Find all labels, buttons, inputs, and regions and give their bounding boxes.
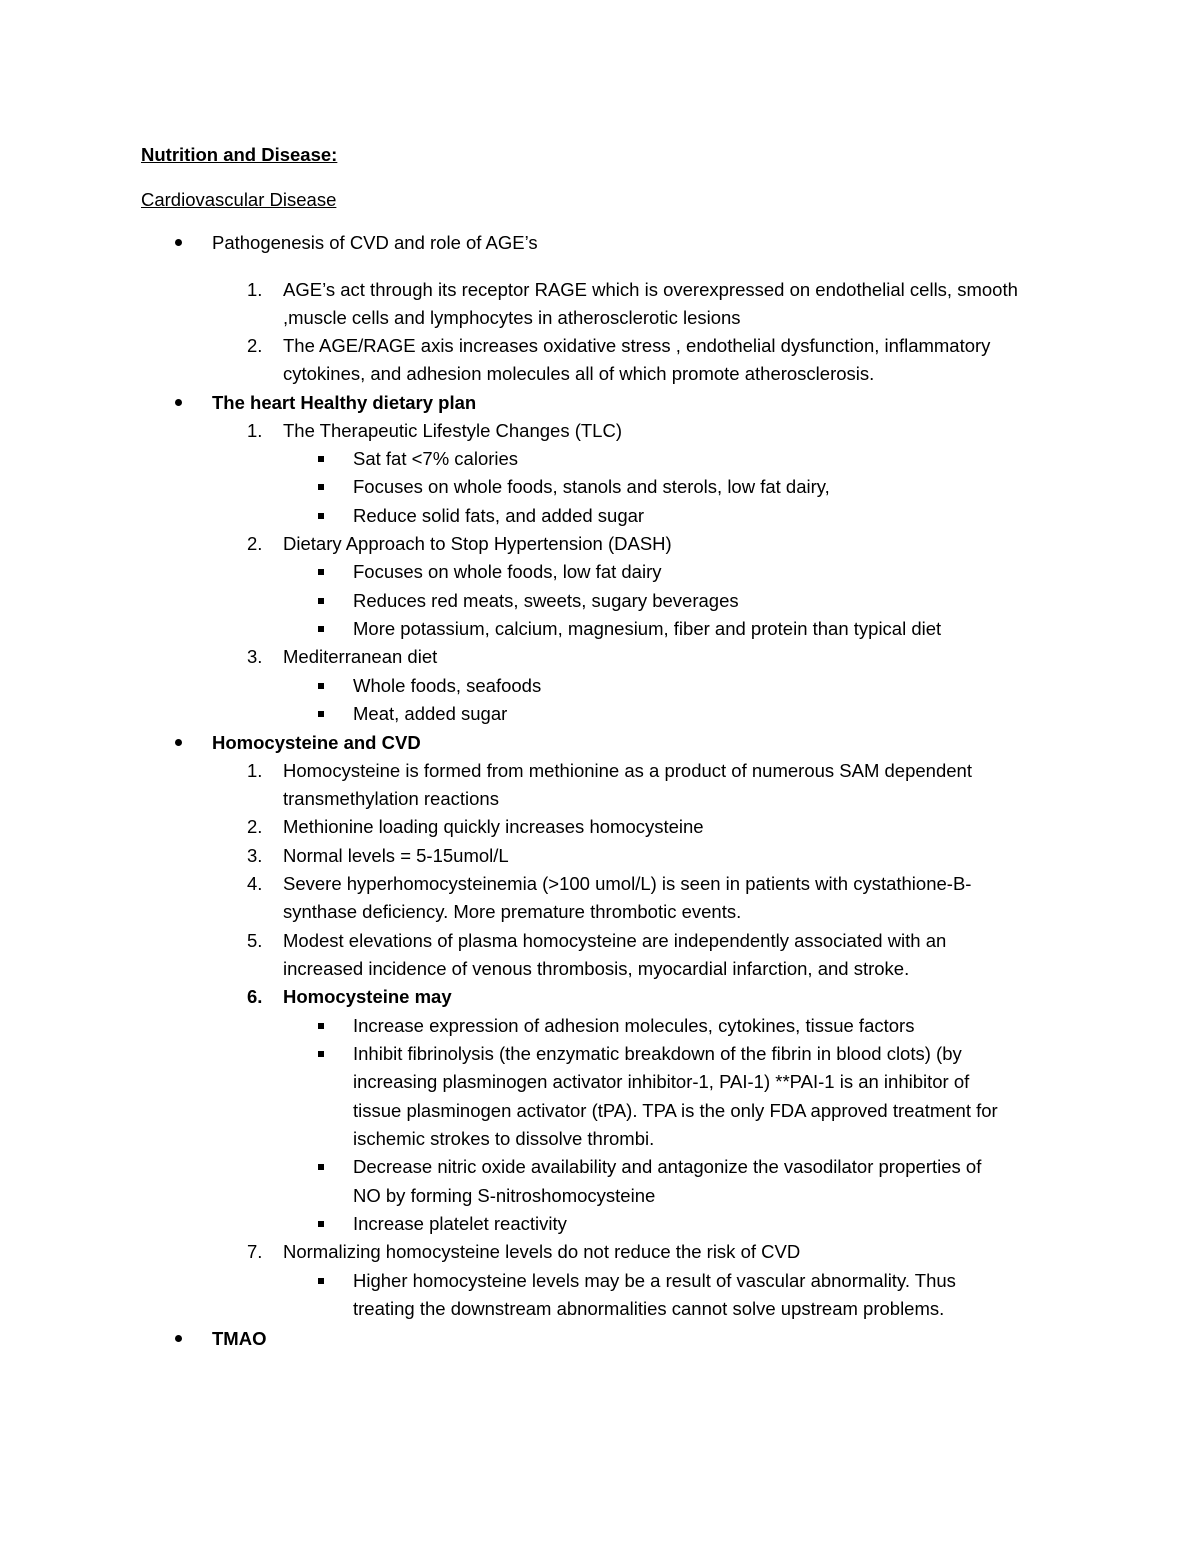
list-text: ,muscle cells and lymphocytes in atherosclerotic lesions xyxy=(283,307,741,328)
square-bullet xyxy=(318,456,324,462)
sub-item: Higher homocysteine levels may be a result of vascular abnormality. Thus xyxy=(353,1270,956,1291)
list-number: 3. xyxy=(247,845,263,866)
bullet-dot xyxy=(175,399,182,406)
list-text: Normal levels = 5-15umol/L xyxy=(283,845,509,866)
list-number: 1. xyxy=(247,760,263,781)
list-number: 5. xyxy=(247,930,263,951)
list-text: Methionine loading quickly increases homocysteine xyxy=(283,816,704,837)
list-number: 2. xyxy=(247,816,263,837)
bullet-heading: Homocysteine and CVD xyxy=(212,732,421,753)
list-text: Mediterranean diet xyxy=(283,646,438,667)
bullet-heading: TMAO xyxy=(212,1328,267,1349)
bullet-dot xyxy=(175,1335,182,1342)
square-bullet xyxy=(318,711,324,717)
list-number: 4. xyxy=(247,873,263,894)
sub-item: tissue plasminogen activator (tPA). TPA is the only FDA approved treatment for xyxy=(353,1100,998,1121)
list-text: synthase deficiency. More premature thrombotic events. xyxy=(283,901,742,922)
sub-item: Inhibit fibrinolysis (the enzymatic breakdown of the fibrin in blood clots) (by xyxy=(353,1043,962,1064)
sub-item: Increase expression of adhesion molecules, cytokines, tissue factors xyxy=(353,1015,915,1036)
sub-item: increasing plasminogen activator inhibitor-1, PAI-1) **PAI-1 is an inhibitor of xyxy=(353,1071,970,1092)
bullet-dot xyxy=(175,239,182,246)
document-title: Nutrition and Disease: xyxy=(141,144,338,165)
square-bullet xyxy=(318,1221,324,1227)
sub-item: Focuses on whole foods, stanols and sterols, low fat dairy, xyxy=(353,476,830,497)
list-number: 2. xyxy=(247,335,263,356)
list-number: 6. xyxy=(247,986,263,1007)
sub-item: NO by forming S-nitroshomocysteine xyxy=(353,1185,656,1206)
bullet-text: Pathogenesis of CVD and role of AGE’s xyxy=(212,232,538,253)
list-text: Homocysteine may xyxy=(283,986,452,1007)
list-text: The Therapeutic Lifestyle Changes (TLC) xyxy=(283,420,622,441)
sub-item: More potassium, calcium, magnesium, fiber and protein than typical diet xyxy=(353,618,942,639)
square-bullet xyxy=(318,484,324,490)
sub-item: Focuses on whole foods, low fat dairy xyxy=(353,561,662,582)
list-text: transmethylation reactions xyxy=(283,788,499,809)
sub-item: Reduce solid fats, and added sugar xyxy=(353,505,645,526)
list-text: The AGE/RAGE axis increases oxidative stress , endothelial dysfunction, inflammatory xyxy=(283,335,991,356)
sub-item: Reduces red meats, sweets, sugary beverages xyxy=(353,590,739,611)
list-text: Normalizing homocysteine levels do not reduce the risk of CVD xyxy=(283,1241,801,1262)
square-bullet xyxy=(318,1051,324,1057)
square-bullet xyxy=(318,1164,324,1170)
sub-item: Increase platelet reactivity xyxy=(353,1213,567,1234)
bullet-dot xyxy=(175,739,182,746)
list-number: 3. xyxy=(247,646,263,667)
bullet-heading: The heart Healthy dietary plan xyxy=(212,392,477,413)
list-number: 2. xyxy=(247,533,263,554)
sub-item: Sat fat <7% calories xyxy=(353,448,519,469)
sub-item: Meat, added sugar xyxy=(353,703,508,724)
sub-item: ischemic strokes to dissolve thrombi. xyxy=(353,1128,655,1149)
square-bullet xyxy=(318,683,324,689)
list-number: 1. xyxy=(247,420,263,441)
list-text: cytokines, and adhesion molecules all of which promote atherosclerosis. xyxy=(283,363,875,384)
square-bullet xyxy=(318,626,324,632)
list-text: Homocysteine is formed from methionine as a product of numerous SAM dependent xyxy=(283,760,972,781)
list-text: Dietary Approach to Stop Hypertension (DASH) xyxy=(283,533,672,554)
list-text: increased incidence of venous thrombosis, myocardial infarction, and stroke. xyxy=(283,958,910,979)
list-number: 7. xyxy=(247,1241,263,1262)
sub-item: Decrease nitric oxide availability and antagonize the vasodilator properties of xyxy=(353,1156,982,1177)
square-bullet xyxy=(318,569,324,575)
list-text: Modest elevations of plasma homocysteine are independently associated with an xyxy=(283,930,947,951)
square-bullet xyxy=(318,598,324,604)
list-number: 1. xyxy=(247,279,263,300)
square-bullet xyxy=(318,1278,324,1284)
sub-item: treating the downstream abnormalities cannot solve upstream problems. xyxy=(353,1298,945,1319)
sub-item: Whole foods, seafoods xyxy=(353,675,542,696)
section-heading: Cardiovascular Disease xyxy=(141,189,337,210)
square-bullet xyxy=(318,1023,324,1029)
square-bullet xyxy=(318,513,324,519)
list-text: Severe hyperhomocysteinemia (>100 umol/L) is seen in patients with cystathione-B- xyxy=(283,873,972,894)
list-text: AGE’s act through its receptor RAGE which is overexpressed on endothelial cells, smooth xyxy=(283,279,1018,300)
